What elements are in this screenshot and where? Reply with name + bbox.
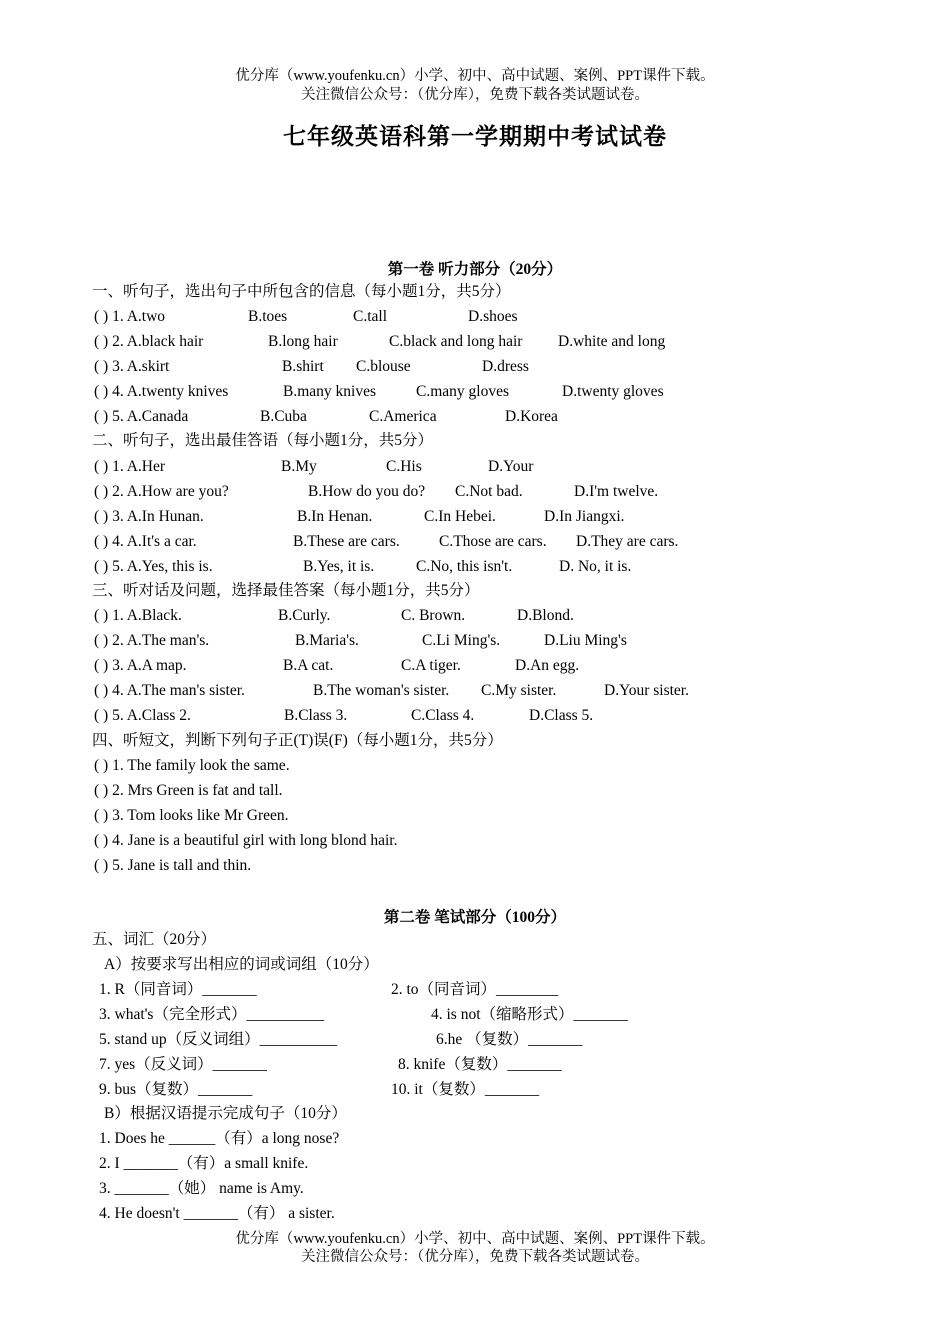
sub-a-heading: A）按要求写出相应的词或词组（10分） xyxy=(104,956,379,973)
option-d: D.I'm twelve. xyxy=(574,483,659,500)
question-stem-option-a: ( ) 4. A.It's a car. xyxy=(94,533,197,550)
vocab-item: 1. R（同音词）_______ xyxy=(99,981,257,998)
option-d: D.Class 5. xyxy=(529,707,594,724)
vocab-item: 7. yes（反义词）_______ xyxy=(99,1056,267,1073)
vocab-item: 9. bus（复数）_______ xyxy=(99,1081,253,1098)
tf-item: ( ) 4. Jane is a beautiful girl with long blond hair. xyxy=(94,832,398,849)
option-d: D.In Jiangxi. xyxy=(544,508,625,525)
option-c: C.tall xyxy=(353,308,388,325)
option-b: B.In Henan. xyxy=(297,508,373,525)
site-header-line-2: 关注微信公众号：（优分库），免费下载各类试题试卷。 xyxy=(301,87,649,103)
tf-item: ( ) 3. Tom looks like Mr Green. xyxy=(94,807,289,824)
option-b: B.Maria's. xyxy=(295,632,359,649)
option-c: C.No, this isn't. xyxy=(416,558,513,575)
site-header-line-1: 优分库（www.youfenku.cn）小学、初中、高中试题、案例、PPT课件下载。 xyxy=(235,68,715,84)
option-c: C.Class 4. xyxy=(411,707,475,724)
option-d: D.white and long xyxy=(558,333,666,350)
option-d: D.Liu Ming's xyxy=(544,632,627,649)
option-b: B.shirt xyxy=(282,358,324,375)
part2-title: 第二卷 笔试部分（100分） xyxy=(383,909,567,926)
question-stem-option-a: ( ) 3. A.In Hunan. xyxy=(94,508,204,525)
option-b: B.toes xyxy=(248,308,288,325)
section3-heading: 三、听对话及问题，选择最佳答案（每小题1分，共5分） xyxy=(92,582,480,599)
option-c: C.A tiger. xyxy=(401,657,461,674)
section1-heading: 一、听句子，选出句子中所包含的信息（每小题1分，共5分） xyxy=(92,283,511,300)
option-b: B.The woman's sister. xyxy=(313,682,450,699)
vocab-item: 3. what's（完全形式）__________ xyxy=(99,1006,324,1023)
option-c: C.In Hebei. xyxy=(424,508,496,525)
option-b: B.My xyxy=(281,458,317,475)
option-d: D.Your sister. xyxy=(604,682,689,699)
option-c: C.My sister. xyxy=(481,682,557,699)
tf-item: ( ) 2. Mrs Green is fat and tall. xyxy=(94,782,283,799)
option-c: C.Li Ming's. xyxy=(422,632,501,649)
option-c: C.blouse xyxy=(356,358,411,375)
vocab-item: 5. stand up（反义词组）__________ xyxy=(99,1031,338,1048)
question-stem-option-a: ( ) 2. A.black hair xyxy=(94,333,204,350)
option-b: B.How do you do? xyxy=(308,483,426,500)
option-d: D.Korea xyxy=(505,408,558,425)
question-stem-option-a: ( ) 5. A.Canada xyxy=(94,408,189,425)
sentence-item: 4. He doesn't _______（有） a sister. xyxy=(99,1205,335,1222)
sub-b-heading: B）根据汉语提示完成句子（10分） xyxy=(104,1105,347,1122)
option-b: B.Yes, it is. xyxy=(303,558,375,575)
vocab-item: 2. to（同音词）________ xyxy=(391,981,559,998)
tf-item: ( ) 5. Jane is tall and thin. xyxy=(94,857,252,874)
option-d: D.An egg. xyxy=(515,657,580,674)
question-stem-option-a: ( ) 2. A.How are you? xyxy=(94,483,229,500)
option-c: C. Brown. xyxy=(401,607,466,624)
vocab-item: 6.he （复数）_______ xyxy=(436,1031,583,1048)
option-d: D.They are cars. xyxy=(576,533,679,550)
option-b: B.Class 3. xyxy=(284,707,348,724)
vocab-item: 8. knife（复数）_______ xyxy=(398,1056,562,1073)
question-stem-option-a: ( ) 1. A.two xyxy=(94,308,166,325)
option-d: D.dress xyxy=(482,358,529,375)
vocab-item: 4. is not（缩略形式）_______ xyxy=(431,1006,628,1023)
tf-item: ( ) 1. The family look the same. xyxy=(94,757,290,774)
part1-title: 第一卷 听力部分（20分） xyxy=(387,261,563,278)
option-b: B.These are cars. xyxy=(293,533,400,550)
sentence-item: 2. I _______（有）a small knife. xyxy=(99,1155,309,1172)
sentence-item: 3. _______（她） name is Amy. xyxy=(99,1180,304,1197)
question-stem-option-a: ( ) 3. A.skirt xyxy=(94,358,170,375)
option-b: B.A cat. xyxy=(283,657,334,674)
section2-heading: 二、听句子，选出最佳答语（每小题1分，共5分） xyxy=(92,432,434,449)
question-stem-option-a: ( ) 4. A.The man's sister. xyxy=(94,682,245,699)
option-c: C.black and long hair xyxy=(389,333,523,350)
option-b: B.Curly. xyxy=(278,607,331,624)
option-c: C.Not bad. xyxy=(455,483,523,500)
sentence-item: 1. Does he ______（有）a long nose? xyxy=(99,1130,340,1147)
option-c: C.His xyxy=(386,458,422,475)
question-stem-option-a: ( ) 4. A.twenty knives xyxy=(94,383,229,400)
site-footer-line-1: 优分库（www.youfenku.cn）小学、初中、高中试题、案例、PPT课件下载。 xyxy=(235,1231,715,1247)
section4-heading: 四、听短文，判断下列句子正(T)误(F)（每小题1分，共5分） xyxy=(92,732,503,749)
option-b: B.long hair xyxy=(268,333,338,350)
option-c: C.many gloves xyxy=(416,383,509,400)
option-c: C.Those are cars. xyxy=(439,533,547,550)
vocab-item: 10. it（复数）_______ xyxy=(391,1081,540,1098)
section5-heading: 五、词汇（20分） xyxy=(92,931,217,948)
page-title: 七年级英语科第一学期期中考试试卷 xyxy=(283,124,667,149)
option-d: D.Blond. xyxy=(517,607,574,624)
option-d: D.shoes xyxy=(468,308,518,325)
option-b: B.Cuba xyxy=(260,408,307,425)
question-stem-option-a: ( ) 3. A.A map. xyxy=(94,657,187,674)
question-stem-option-a: ( ) 5. A.Class 2. xyxy=(94,707,191,724)
question-stem-option-a: ( ) 1. A.Her xyxy=(94,458,166,475)
question-stem-option-a: ( ) 1. A.Black. xyxy=(94,607,182,624)
option-d: D.Your xyxy=(488,458,534,475)
question-stem-option-a: ( ) 2. A.The man's. xyxy=(94,632,210,649)
option-b: B.many knives xyxy=(283,383,376,400)
question-stem-option-a: ( ) 5. A.Yes, this is. xyxy=(94,558,213,575)
option-c: C.America xyxy=(369,408,437,425)
site-footer-line-2: 关注微信公众号：（优分库），免费下载各类试题试卷。 xyxy=(301,1249,649,1265)
option-d: D. No, it is. xyxy=(559,558,632,575)
option-d: D.twenty gloves xyxy=(562,383,664,400)
